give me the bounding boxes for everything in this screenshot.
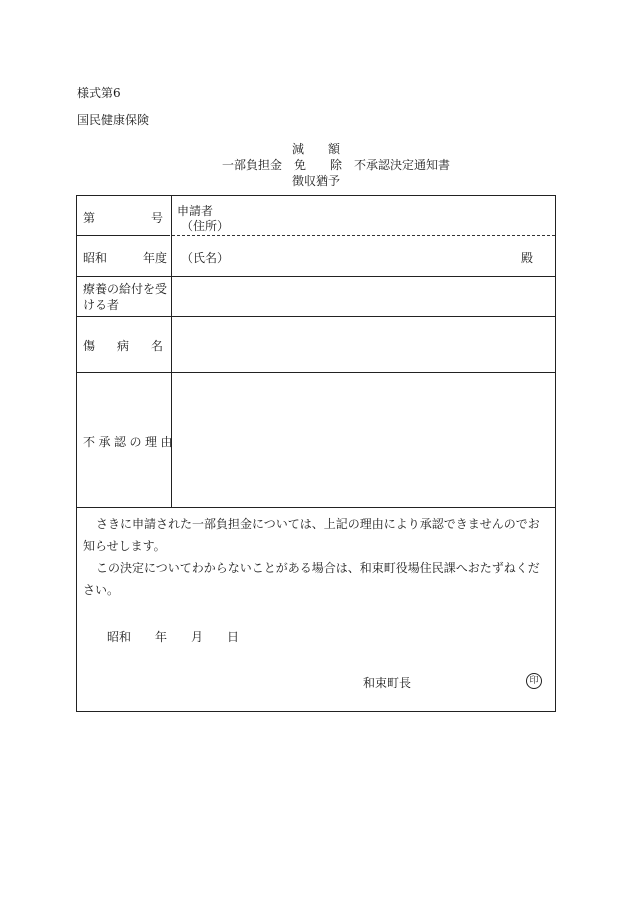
notice-paragraph-2: この決定についてわからないことがある場合は、和束町役場住民課へおたずねください。 [83,561,540,597]
insurance-type: 国民健康保険 [77,113,150,127]
issuer-title: 和束町長 [363,676,412,690]
date-month: 月 [191,630,204,644]
title-line-2 [222,156,450,173]
title-reduction-a: 減 [292,142,305,156]
column-divider [171,196,172,507]
seal-mark: 印 [526,673,542,689]
notice-paragraph-1: さきに申請された一部負担金については、上記の理由により承認できませんのでお知らせします。 [83,517,540,553]
number-label [83,209,167,226]
title-exemption-a: 免 [294,158,307,172]
row-divider [77,276,555,277]
number-label-suffix: 号 [150,211,163,225]
title-prefix: 一部負担金 [222,158,283,172]
honorific: 殿 [521,251,534,265]
row-divider [77,372,555,373]
row-divider [77,316,555,317]
era-label [83,249,167,266]
address-label: （住所） [181,219,230,233]
date-era: 昭和 [107,630,132,644]
disease-label-char: 傷 [83,339,96,353]
issue-date [107,628,239,645]
disease-label [83,337,163,354]
recipient-label: 療養の給付を受ける者 [83,282,168,312]
applicant-label: 申請者 [177,204,214,218]
name-label: （氏名） [181,251,230,265]
reason-label: 不承認の理由 [83,435,177,449]
row-divider [77,507,555,508]
disease-label-char: 病 [116,339,129,353]
disease-label-char: 名 [150,339,163,353]
title-exemption-b: 除 [330,158,343,172]
row-divider [77,235,170,236]
date-day: 日 [227,630,240,644]
title-suffix: 不承認決定通知書 [354,158,451,172]
title-line-1 [292,140,340,157]
dashed-divider [172,235,555,236]
number-label-prefix: 第 [83,211,96,225]
era-label-suffix: 年度 [142,251,167,265]
notice-form-table [76,195,556,712]
title-reduction-b: 額 [328,142,341,156]
form-number: 様式第6 [77,86,121,100]
title-line-3: 徴収猶予 [292,174,341,188]
date-year: 年 [155,630,168,644]
era-label-prefix: 昭和 [83,251,108,265]
